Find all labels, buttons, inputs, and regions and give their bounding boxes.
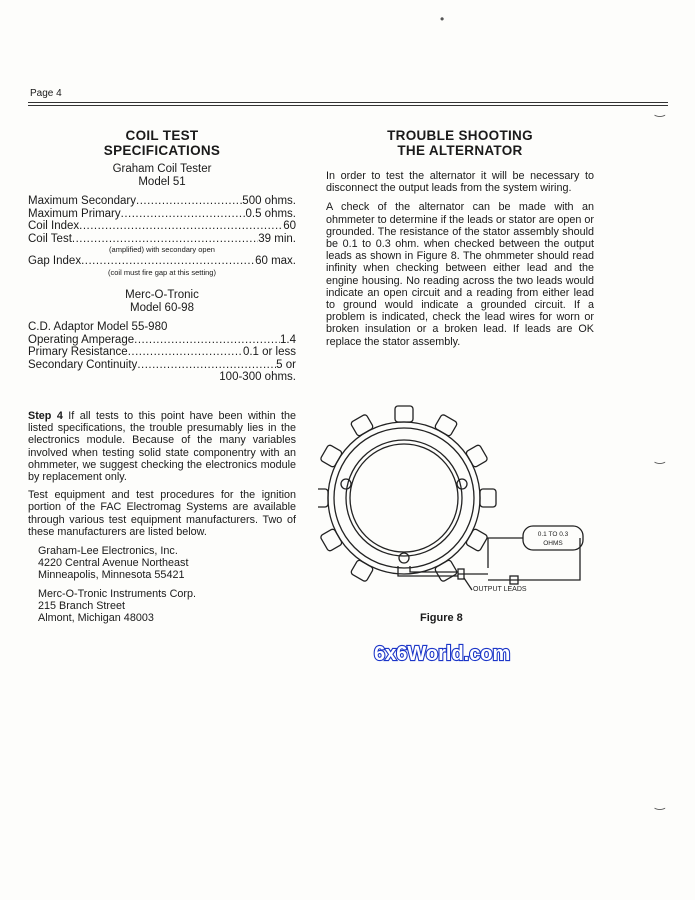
- step4-paragraph: Step 4 If all tests to this point have been within the listed specifications, the trouble presumably lies in the electronics module. Because of the many variables involved when testing solid state componentry with an ohmmeter, we suggest checking the electronics module by replacement only.: [28, 409, 297, 483]
- cd-adaptor-line: C.D. Adaptor Model 55-980: [28, 320, 168, 333]
- ohmmeter-unit-label: OHMS: [543, 540, 563, 547]
- address-merc-o-tronic: Merc-O-Tronic Instruments Corp. 215 Branch Street Almont, Michigan 48003: [38, 587, 196, 624]
- scan-dot: •: [440, 12, 445, 26]
- stator-poles: [318, 406, 496, 582]
- equipment-paragraph: Test equipment and test procedures for the ignition portion of the FAC Electromag Systems are available through various test equipment manufacturers. Two of these manufacturers are listed below.: [28, 489, 296, 538]
- alternator-check-paragraph: A check of the alternator can be made with an ohmmeter to determine if the leads or stator are open or grounded. The resistance of the stator assembly should be 0.1 to 0.3 ohm. when checked between the output leads as shown in Figure 8. The ohmmeter should read infinity when checking between either lead and the engine housing. No reading across the two leads would indicate an open circuit and a reading from either lead to ground would indicate a grounded circuit. If a problem is indicated, check the lead wires for worn or broken insulation or a broken lead. If leads are OK replace the stator assembly.: [326, 201, 594, 348]
- right-column: [326, 128, 594, 348]
- alternator-intro-paragraph: In order to test the alternator it will be necessary to disconnect the output leads from the system wiring.: [326, 170, 594, 195]
- spec-row: Secondary Continuity ..... 5 or: [28, 359, 296, 372]
- spec-row: Maximum Primary ..... 0.5 ohms.: [28, 208, 296, 221]
- svg-text:6x6World.com: 6x6World.com: [374, 643, 511, 665]
- merc-spec-list: [28, 321, 296, 384]
- scan-mark-right-1: ‿: [655, 103, 665, 117]
- spec-row: Coil Index ..... 60: [28, 220, 296, 233]
- figure-caption: Figure 8: [420, 612, 463, 624]
- header-rule-top: [28, 102, 668, 103]
- scan-mark-right-3: ‿: [655, 796, 665, 810]
- address-graham-lee: Graham-Lee Electronics, Inc. 4220 Central Avenue Northeast Minneapolis, Minnesota 55421: [38, 544, 189, 582]
- spec-row: Operating Amperage ..... 1.4: [28, 334, 296, 347]
- merc-tester-title: Merc-O-Tronic: [125, 288, 199, 301]
- spec-row: Gap Index ..... 60 max.: [28, 255, 296, 268]
- graham-spec-list: [28, 195, 296, 278]
- site-watermark-logo: [372, 640, 542, 666]
- spec-row: Primary Resistance ..... 0.1 or less: [28, 346, 296, 359]
- secondary-range: 100-300 ohms.: [219, 371, 296, 384]
- spec-note: (amplified) with secondary open: [109, 245, 215, 255]
- spec-note: (coil must fire gap at this setting): [108, 267, 216, 277]
- graham-tester-title: Graham Coil Tester: [112, 163, 212, 175]
- page-number: Page 4: [30, 88, 62, 99]
- spec-row: Maximum Secondary ..... 500 ohms.: [28, 195, 296, 208]
- coil-test-heading: COIL TEST SPECIFICATIONS: [103, 128, 221, 158]
- spec-row: Coil Test ..... 39 min.: [28, 233, 296, 246]
- header-rule-bottom: [28, 105, 668, 106]
- merc-tester-model: Model 60-98: [130, 301, 194, 314]
- trouble-shooting-heading: TROUBLE SHOOTING THE ALTERNATOR: [387, 128, 533, 158]
- left-column: [28, 128, 296, 624]
- output-leads-label: OUTPUT LEADS: [473, 586, 527, 593]
- stator-diagram: [318, 398, 598, 598]
- ohmmeter-range-label: 0.1 TO 0.3: [537, 531, 569, 538]
- scan-mark-right-2: ‿: [655, 450, 665, 464]
- graham-tester-model: Model 51: [138, 176, 186, 188]
